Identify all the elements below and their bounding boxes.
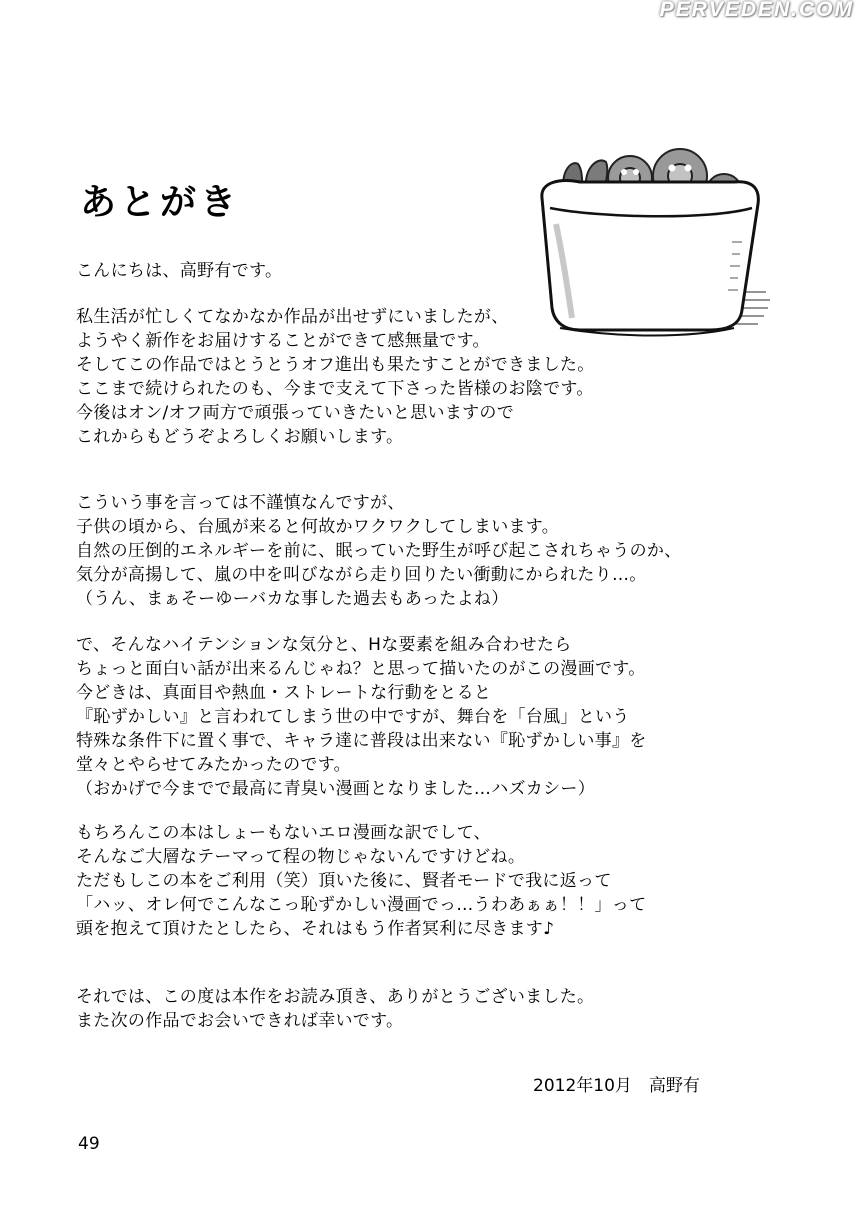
body-line: 今後はオン/オフ両方で頑張っていきたいと思いますので xyxy=(76,403,515,423)
body-line: 自然の圧倒的エネルギーを前に、眠っていた野生が呼び起こされちゃうのか、 xyxy=(76,541,682,561)
body-line: 特殊な条件下に置く事で、キャラ達に普段は出来ない『恥ずかしい事』を xyxy=(76,731,647,751)
body-line: こんにちは、高野有です。 xyxy=(76,261,283,281)
body-line: で、そんなハイテンションな気分と、Hな要素を組み合わせたら xyxy=(76,635,572,655)
body-line: また次の作品でお会いできれば幸いです。 xyxy=(76,1011,404,1031)
body-line: ここまで続けられたのも、今まで支えて下さった皆様のお陰です。 xyxy=(76,379,594,399)
body-line: 子供の頃から、台風が来ると何故かワクワクしてしまいます。 xyxy=(76,517,560,537)
body-line: こういう事を言っては不謹慎なんですが、 xyxy=(76,493,405,513)
body-line: ちょっと面白い話が出来るんじゃね？と思って描いたのがこの漫画です。 xyxy=(76,659,646,679)
body-line: （おかげで今までで最高に青臭い漫画となりました…ハズカシー） xyxy=(76,779,595,799)
body-line: これからもどうぞよろしくお願いします。 xyxy=(76,427,404,447)
body-line: もちろんこの本はしょーもないエロ漫画な訳でして、 xyxy=(76,823,491,843)
signature-date: 2012年10月 高野有 xyxy=(533,1076,700,1096)
body-line: 堂々とやらせてみたかったのです。 xyxy=(76,755,351,775)
site-watermark: PERVEDEN.COM xyxy=(659,0,854,21)
page-number: 49 xyxy=(78,1134,100,1154)
body-line: 気分が高揚して、嵐の中を叫びながら走り回りたい衝動にかられたり…。 xyxy=(76,565,647,585)
body-line: 今どきは、真面目や熱血・ストレートな行動をとると xyxy=(76,683,492,703)
body-line: （うん、まぁそーゆーバカな事した過去もあったよね） xyxy=(76,589,509,609)
body-line: 「ハッ、オレ何でこんなこっ恥ずかしい漫画でっ…うわあぁぁ！！」って xyxy=(76,895,647,915)
body-line: 私生活が忙しくてなかなか作品が出せずにいましたが、 xyxy=(76,307,509,327)
body-line: 『恥ずかしい』と言われてしまう世の中ですが、舞台を「台風」という xyxy=(76,707,630,727)
body-line: そんなご大層なテーマって程の物じゃないんですけどね。 xyxy=(76,847,526,867)
page-title: あとがき xyxy=(80,182,241,223)
body-line: ただもしこの本をご利用（笑）頂いた後に、賢者モードで我に返って xyxy=(76,871,612,891)
body-line: ようやく新作をお届けすることができて感無量です。 xyxy=(76,331,490,351)
body-line: そしてこの作品ではとうとうオフ進出も果たすことができました。 xyxy=(76,355,595,375)
body-line: それでは、この度は本作をお読み頂き、ありがとうございました。 xyxy=(76,987,595,1007)
vegetable-bowl-illustration xyxy=(520,142,782,344)
body-line: 頭を抱えて頂けたとしたら、それはもう作者冥利に尽きます♪ xyxy=(76,919,555,939)
